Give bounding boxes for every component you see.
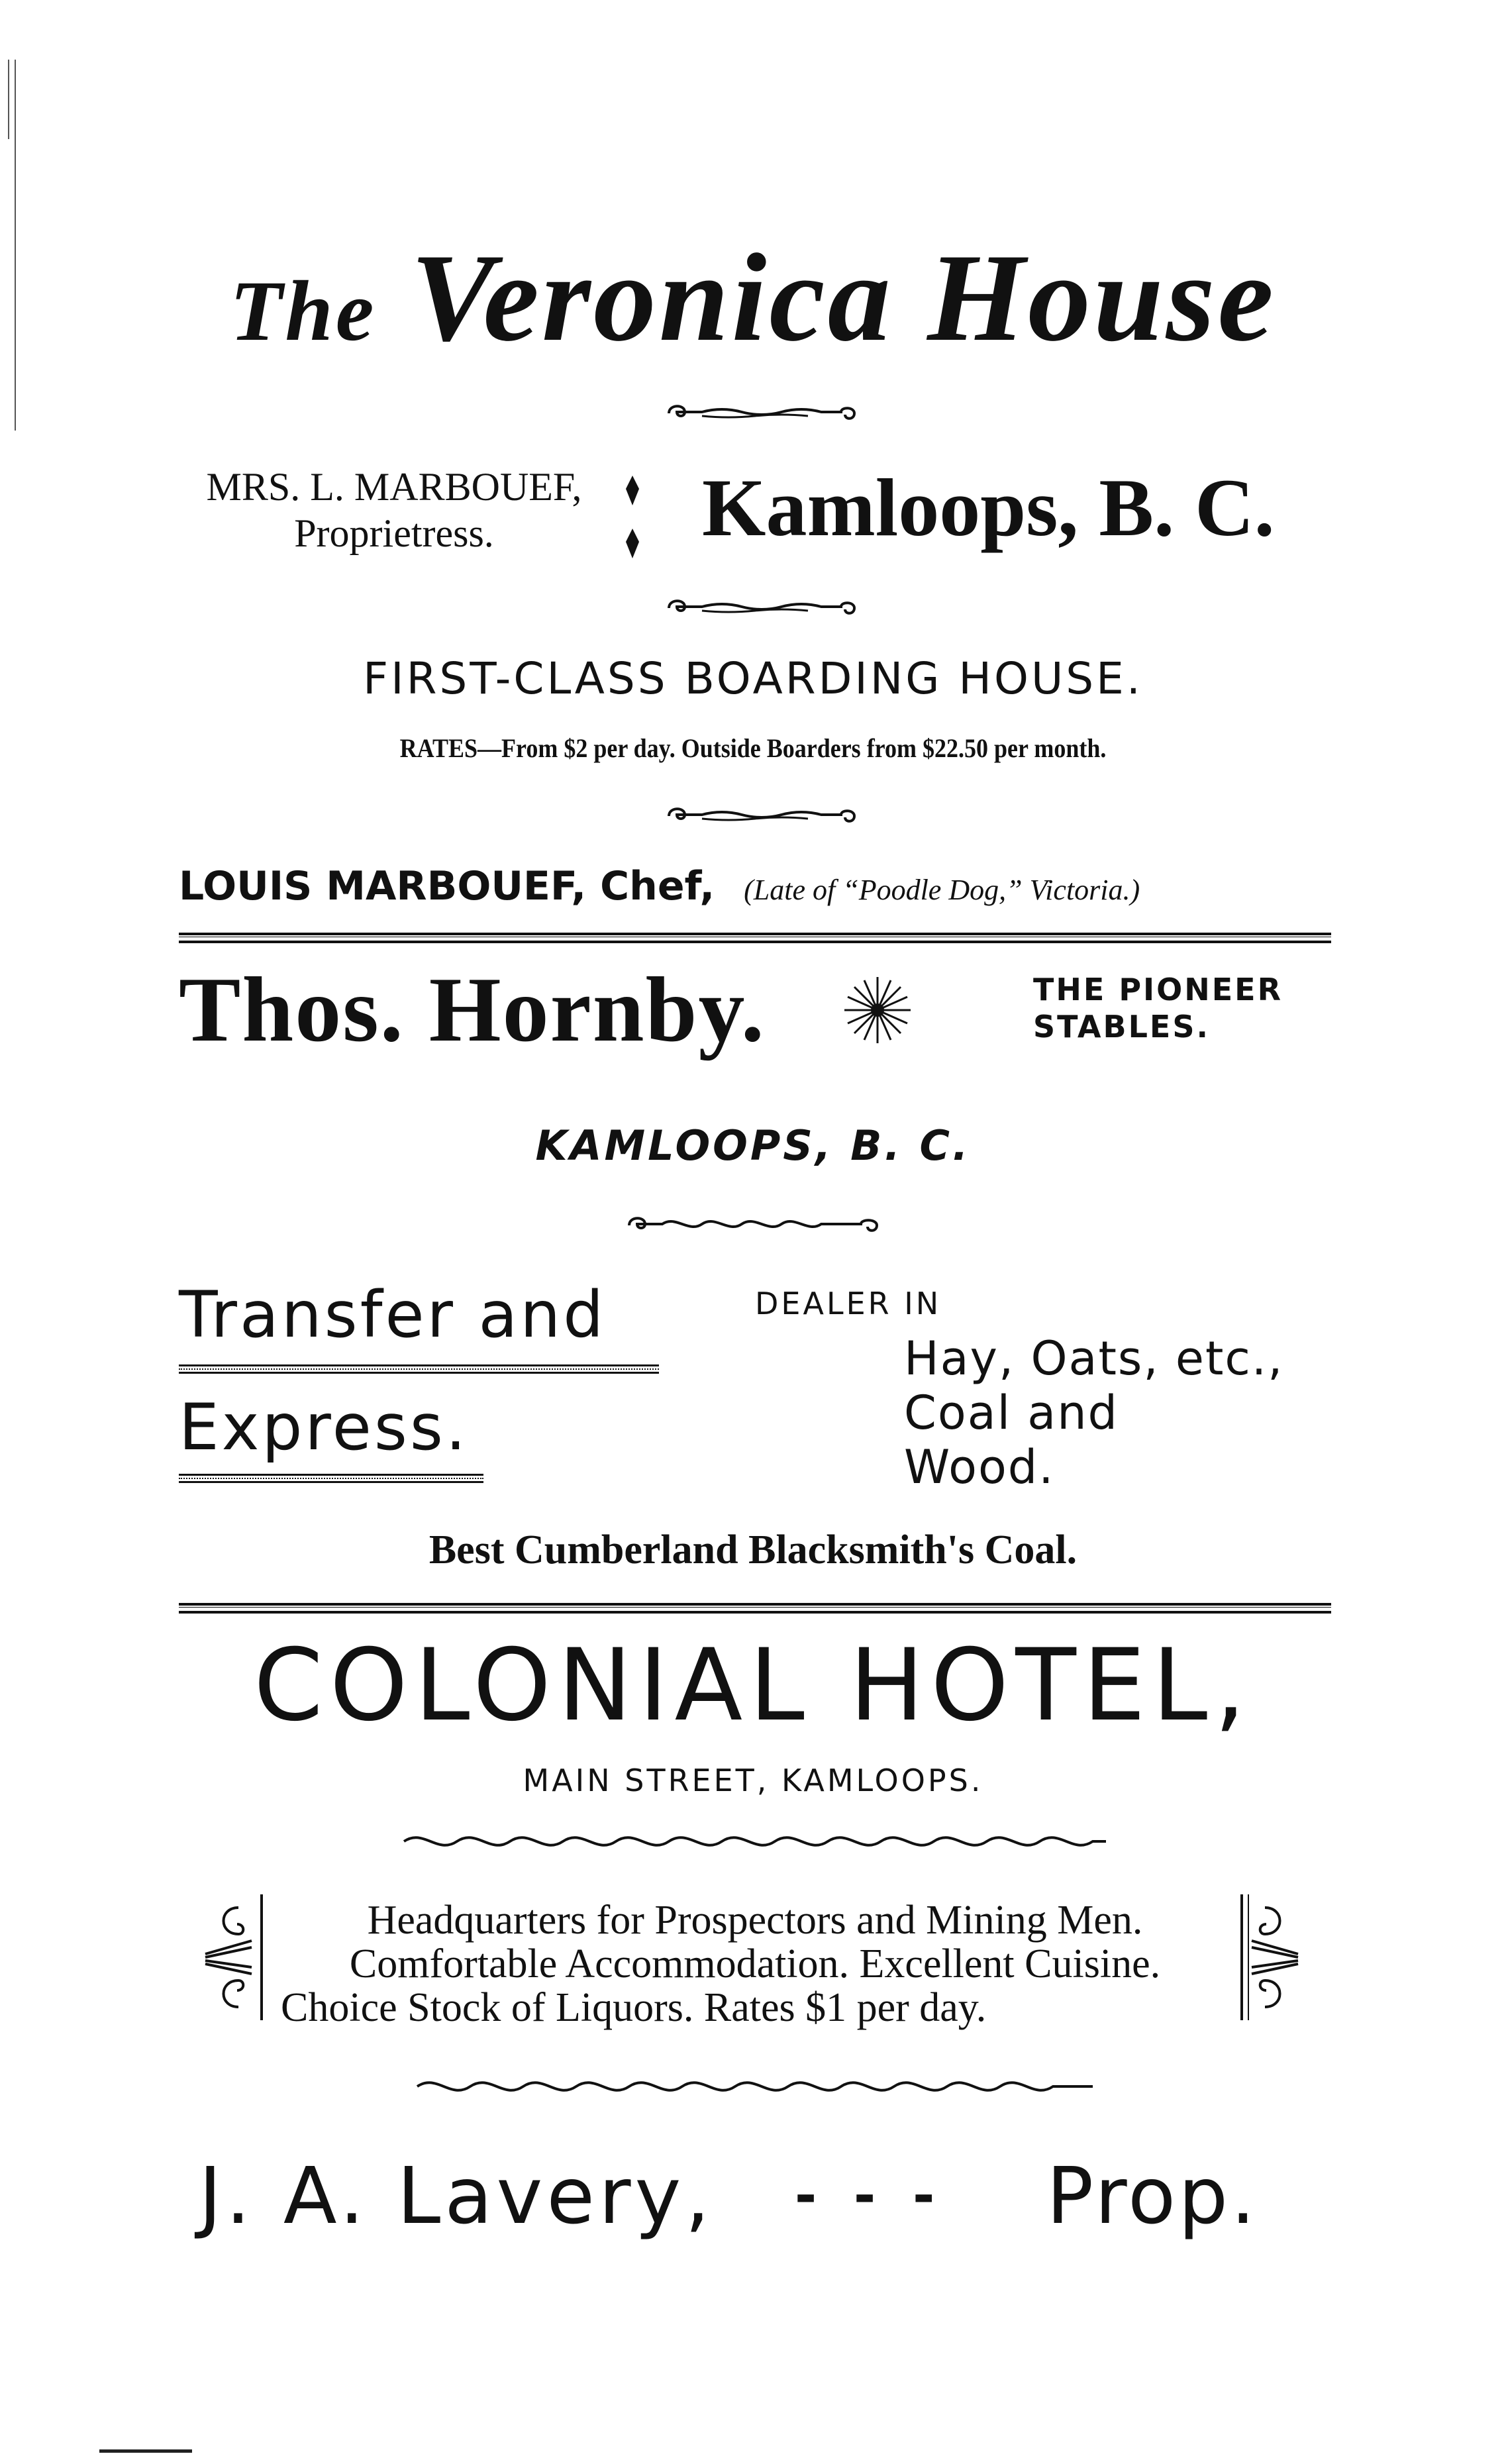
scan-margin-mark — [8, 60, 9, 139]
chef-note: (Late of “Poodle Dog,” Victoria.) — [744, 874, 1140, 906]
veronica-title-name: Veronica — [410, 229, 893, 368]
express-label: Express. — [179, 1390, 469, 1464]
wavy-underline — [179, 1474, 483, 1483]
veronica-title-suffix: House — [927, 229, 1276, 368]
colonial-line-2: Comfortable Accommodation. Excellent Cuisine. — [349, 1941, 1161, 1986]
chain-ornament — [411, 2073, 1099, 2100]
chain-ornament — [397, 1828, 1113, 1855]
proprietor-line — [199, 2149, 1338, 2249]
goods-line-1: Hay, Oats, etc., — [904, 1331, 1284, 1386]
wavy-underline — [179, 1364, 659, 1374]
veronica-location: Kamloops, B. C. — [702, 462, 1275, 553]
dealer-in-label: DEALER IN — [755, 1286, 942, 1321]
hornby-tagline-line1: THE PIONEER — [1033, 972, 1283, 1007]
colonial-line-1: Headquarters for Prospectors and Mining Men. — [367, 1898, 1143, 1943]
hornby-location: KAMLOOPS, B. C. — [535, 1121, 971, 1170]
scroll-ornament — [662, 801, 861, 828]
scroll-ornament — [662, 399, 861, 425]
brace-ornament — [623, 476, 642, 568]
colonial-address: MAIN STREET, KAMLOOPS. — [523, 1763, 983, 1798]
veronica-tagline: FIRST-CLASS BOARDING HOUSE. — [363, 653, 1143, 704]
proprietor-dashes: - - - — [795, 2165, 944, 2226]
scroll-ornament — [623, 1211, 887, 1237]
colonial-title: COLONIAL HOTEL, — [254, 1628, 1252, 1743]
coal-note: Best Cumberland Blacksmith's Coal. — [428, 1527, 1078, 1572]
chef-line — [179, 860, 1344, 913]
left-scroll-ornament — [179, 1894, 265, 2020]
veronica-title-prefix: The — [230, 264, 377, 359]
section-divider — [179, 1603, 1331, 1614]
hornby-name: Thos. Hornby. — [179, 958, 766, 1061]
scroll-ornament — [662, 593, 861, 620]
proprietor-name: J. A. Lavery, — [199, 2150, 714, 2241]
colonial-line-3: Choice Stock of Liquors. Rates $1 per day. — [281, 1985, 987, 2030]
veronica-title — [0, 225, 1506, 384]
chef-name: LOUIS MARBOUEF, Chef, — [179, 863, 715, 909]
starburst-ornament — [841, 974, 914, 1047]
goods-line-2: Coal and — [904, 1386, 1119, 1440]
right-scroll-ornament — [1238, 1894, 1331, 2020]
goods-line-3: Wood. — [904, 1440, 1055, 1494]
proprietor-role: Prop. — [1046, 2150, 1258, 2241]
hornby-tagline-line2: STABLES. — [1033, 1009, 1210, 1045]
proprietress-name: MRS. L. MARBOUEF, — [206, 465, 582, 509]
transfer-label: Transfer and — [179, 1278, 607, 1352]
proprietress-role: Proprietress. — [294, 511, 494, 555]
scan-bottom-mark — [99, 2449, 192, 2453]
section-divider — [179, 933, 1331, 943]
veronica-rates: RATES—From $2 per day. Outside Boarders from $22.50 per month. — [399, 733, 1107, 763]
